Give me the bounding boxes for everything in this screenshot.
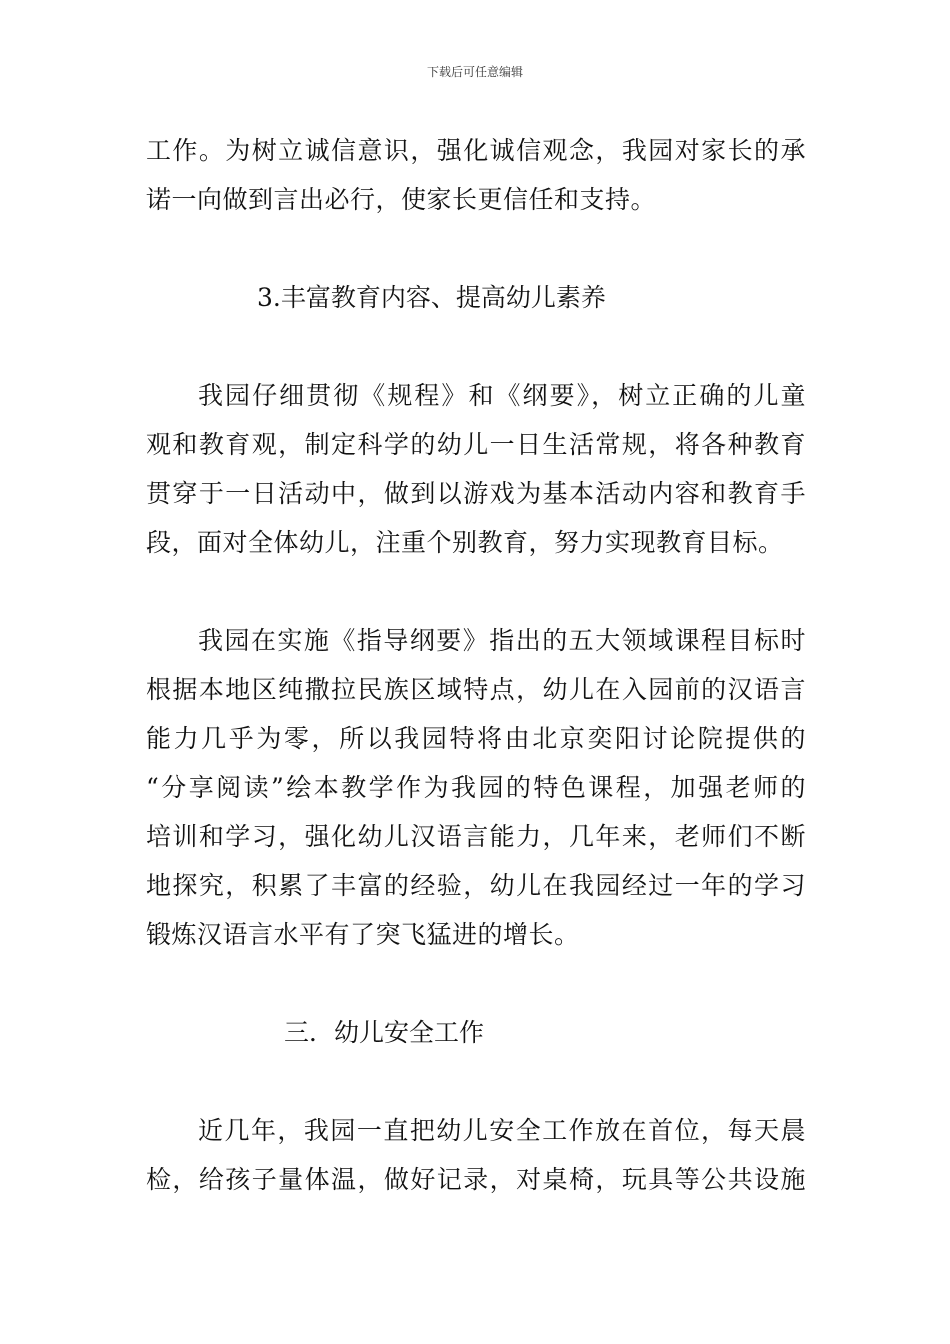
section-heading-enrich-education: 3.丰富教育内容、提高幼儿素养 [257,283,606,312]
paragraph-line: 近几年，我园一直把幼儿安全工作放在首位，每天晨 [198,1116,806,1145]
paragraph-spacer [146,567,806,616]
paragraph-line: 诺一向做到言出必行，使家长更信任和支持。 [146,185,657,214]
paragraph-spacer [146,1057,806,1106]
paragraph-line: 工作。为树立诚信意识，强化诚信观念，我园对家长的承 [146,136,806,165]
paragraph-line: 检，给孩子量体温，做好记录，对桌椅，玩具等公共设施 [146,1165,806,1194]
section-heading-child-safety: 三．幼儿安全工作 [284,1018,485,1047]
paragraph-line: 段，面对全体幼儿，注重个别教育，努力实现教育目标。 [146,528,784,557]
paragraph-line: 根据本地区纯撒拉民族区域特点，幼儿在入园前的汉语言 [146,675,806,704]
paragraph-line: “分享阅读”绘本教学作为我园的特色课程，加强老师的 [146,773,806,802]
paragraph-line: 锻炼汉语言水平有了突飞猛进的增长。 [146,920,580,949]
paragraph-line: 贯穿于一日活动中，做到以游戏为基本活动内容和教育手 [146,479,806,508]
paragraph-line: 我园仔细贯彻《规程》和《纲要》，树立正确的儿童 [198,381,806,410]
paragraph-spacer [146,322,806,371]
paragraph-spacer [146,959,806,1008]
paragraph-line: 地探究，积累了丰富的经验，幼儿在我园经过一年的学习 [146,871,806,900]
paragraph-line: 我园在实施《指导纲要》指出的五大领域课程目标时 [198,626,806,655]
paragraph-regulations [146,371,806,567]
document-body [146,126,806,1204]
paragraph-safety-work [146,1106,806,1204]
paragraph-line: 能力几乎为零，所以我园特将由北京奕阳讨论院提供的 [146,724,806,753]
paragraph-line: 培训和学习，强化幼儿汉语言能力，几年来，老师们不断 [146,822,806,851]
paragraph-curriculum [146,616,806,959]
paragraph-line: 观和教育观，制定科学的幼儿一日生活常规，将各种教育 [146,430,806,459]
paragraph-honesty-commitment [146,126,806,224]
page-header-note: 下载后可任意编辑 [426,65,523,79]
paragraph-spacer [146,224,806,273]
